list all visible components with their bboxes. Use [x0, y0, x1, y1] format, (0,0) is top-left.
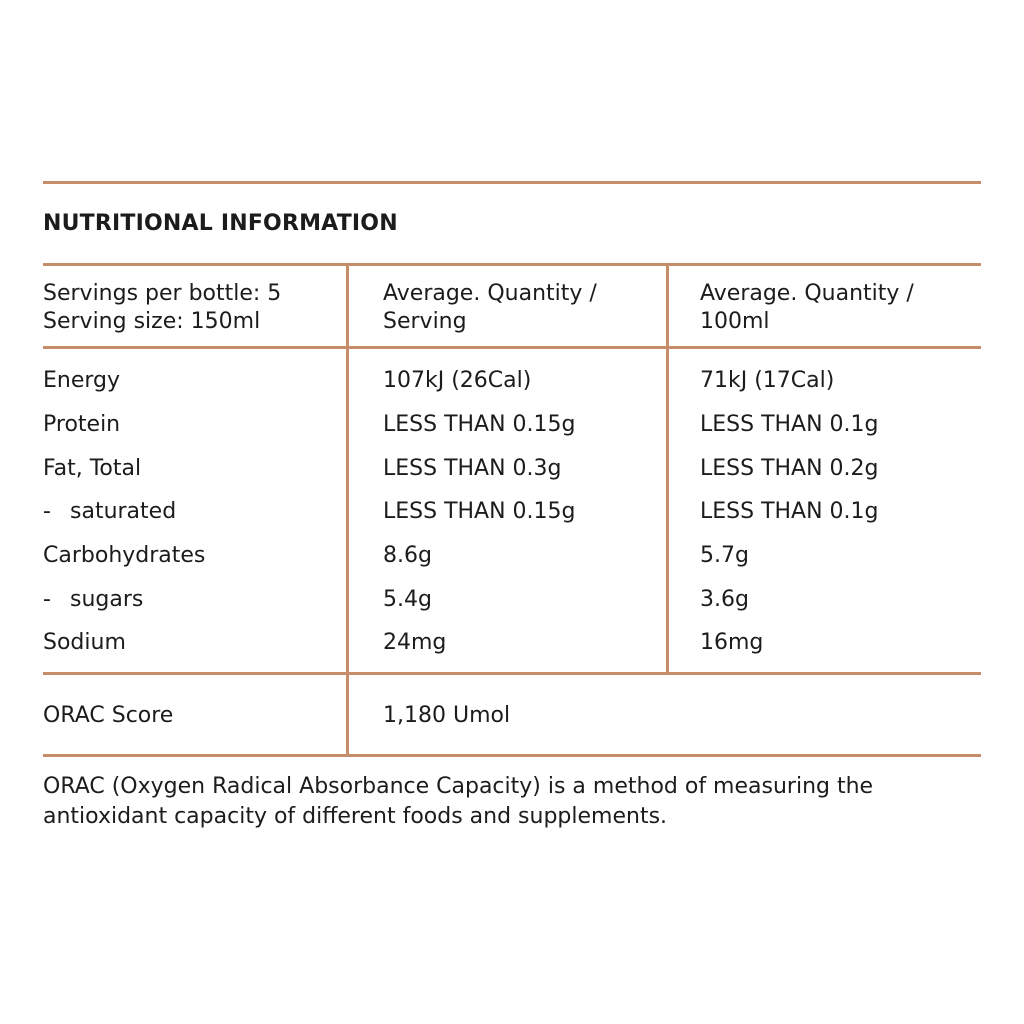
- nutrient-label: Fat, Total: [43, 456, 142, 481]
- orac-label: ORAC Score: [43, 703, 174, 728]
- header-per-serving-line2: Serving: [383, 309, 467, 334]
- header-per-serving-line1: Average. Quantity /: [383, 281, 597, 306]
- per-100ml-value: LESS THAN 0.1g: [700, 499, 879, 524]
- per-100ml-value: 5.7g: [700, 543, 749, 568]
- sub-item-label: saturated: [70, 499, 177, 524]
- nutrient-label: [43, 586, 143, 614]
- per-100ml-value: 71kJ (17Cal): [700, 368, 835, 393]
- per-serving-value: LESS THAN 0.15g: [383, 412, 576, 437]
- top-rule: [43, 181, 981, 184]
- nutrient-label: [43, 498, 176, 526]
- per-serving-value: LESS THAN 0.3g: [383, 456, 562, 481]
- header-per-100ml-line2: 100ml: [700, 309, 770, 334]
- per-serving-value: 5.4g: [383, 587, 432, 612]
- per-100ml-value: LESS THAN 0.1g: [700, 412, 879, 437]
- page-title: NUTRITIONAL INFORMATION: [43, 211, 398, 236]
- per-serving-value: 107kJ (26Cal): [383, 368, 532, 393]
- nutrient-label: Energy: [43, 368, 121, 393]
- title-rule: [43, 263, 981, 266]
- per-serving-value: 8.6g: [383, 543, 432, 568]
- per-100ml-value: 3.6g: [700, 587, 749, 612]
- sub-item-label: sugars: [70, 587, 144, 612]
- orac-bottom-rule: [43, 754, 981, 757]
- body-bottom-rule: [43, 672, 981, 675]
- sub-item-dash: -: [43, 587, 51, 612]
- orac-value: 1,180 Umol: [383, 703, 511, 728]
- nutrient-label: Sodium: [43, 630, 126, 655]
- per-100ml-value: LESS THAN 0.2g: [700, 456, 879, 481]
- orac-footnote: ORAC (Oxygen Radical Absorbance Capacity) is a method of measuring the antioxidant capacity of different foods and supplements.: [43, 774, 874, 829]
- nutrient-label: Carbohydrates: [43, 543, 206, 568]
- nutrient-label: Protein: [43, 412, 121, 437]
- header-serving-size: Serving size: 150ml: [43, 309, 261, 334]
- header-servings-per-bottle: Servings per bottle: 5: [43, 281, 282, 306]
- per-serving-value: 24mg: [383, 630, 447, 655]
- column-divider-2: [666, 263, 669, 675]
- sub-item-dash: -: [43, 499, 51, 524]
- header-per-100ml-line1: Average. Quantity /: [700, 281, 914, 306]
- per-100ml-value: 16mg: [700, 630, 764, 655]
- column-divider-1: [346, 263, 349, 757]
- header-rule: [43, 346, 981, 349]
- per-serving-value: LESS THAN 0.15g: [383, 499, 576, 524]
